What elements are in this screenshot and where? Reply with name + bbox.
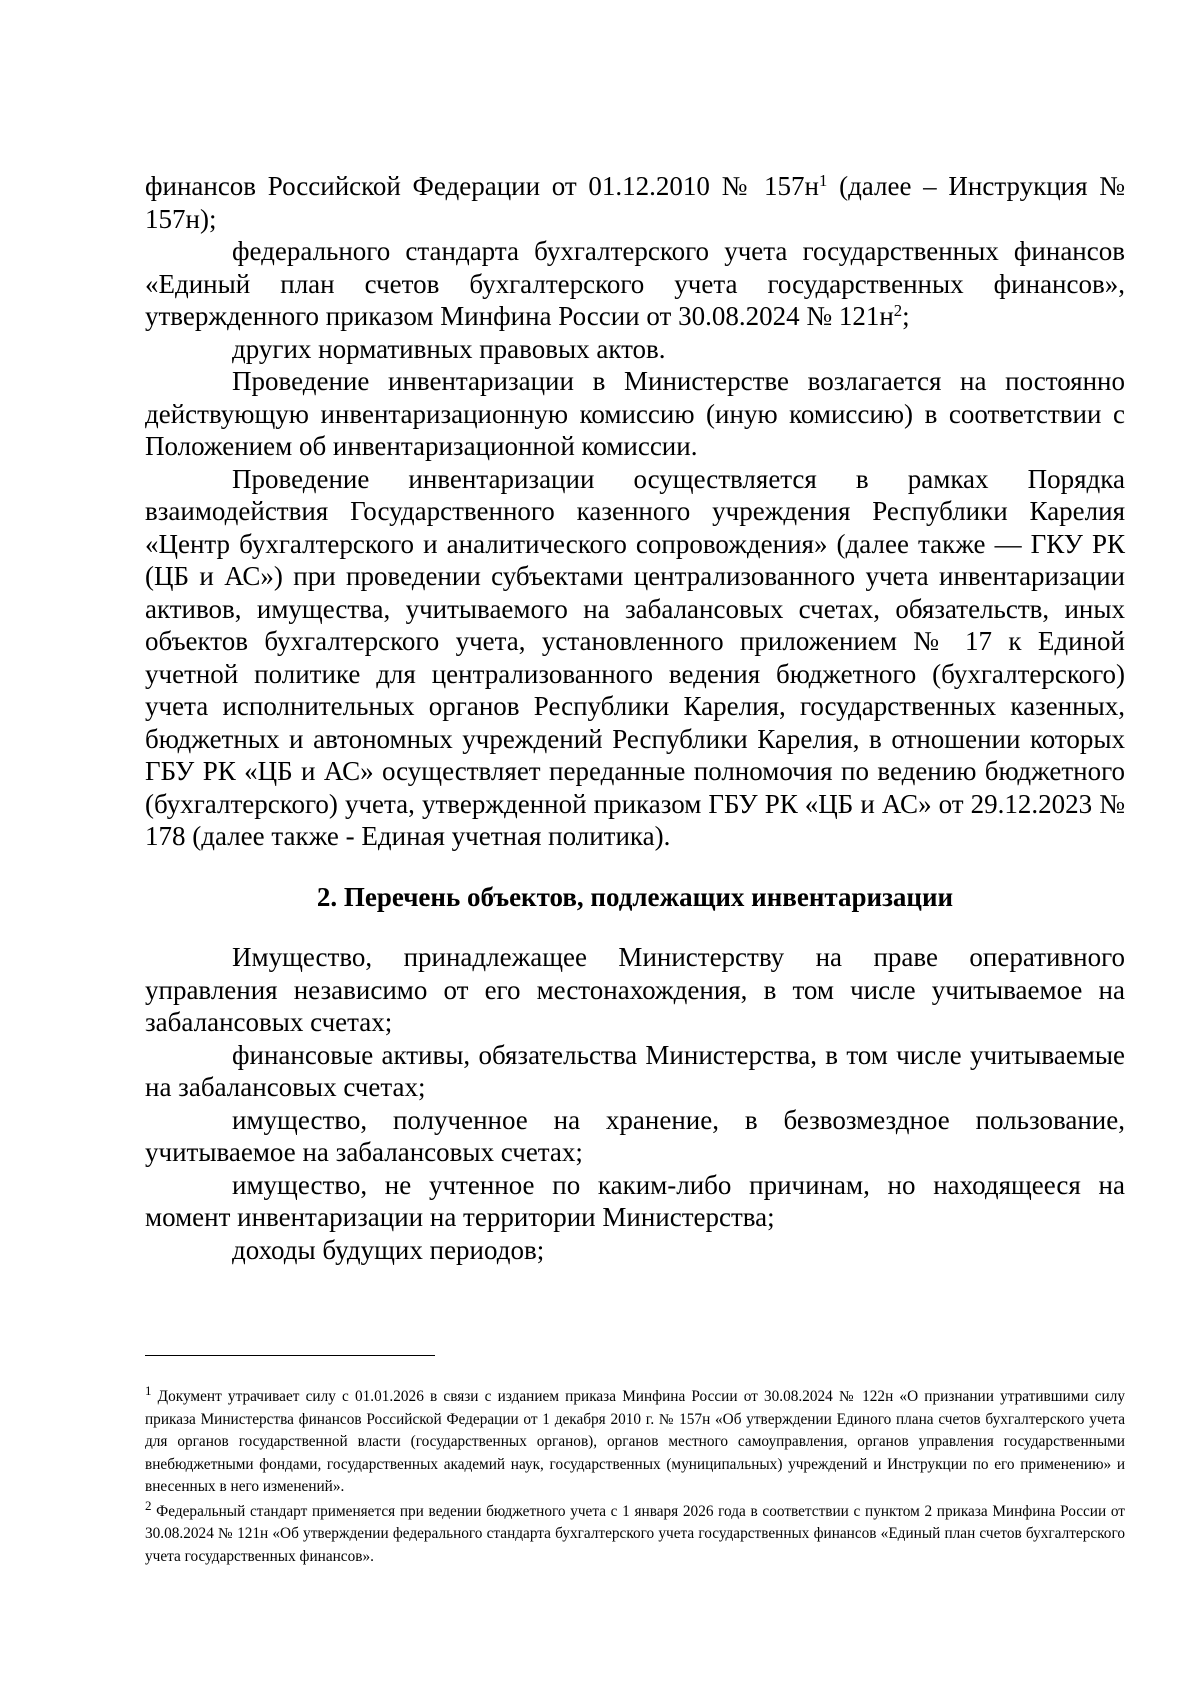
footnote-text: Федеральный стандарт применяется при ведении бюджетного учета с 1 января 2026 года в соответствии с пунктом 2 приказа Минфина России от 30.08.2024 № 121н «Об утверждении федерального стандарта бухгалтерского учета государственных финансов «Единый план счетов бухгалтерского учета государственных финансов».	[145, 1502, 1125, 1565]
footnote-ref-1: 1	[819, 170, 828, 190]
footnote-separator	[145, 1355, 435, 1356]
list-item: доходы будущих периодов;	[232, 1234, 545, 1265]
paragraph-text: ;	[902, 301, 910, 331]
paragraph-other-acts: других нормативных правовых актов.	[232, 333, 666, 364]
paragraph-procedure: Проведение инвентаризации осуществляется в рамках Порядка взаимодействия Государственного казенного учреждения Республики Карелия «Центр бухгалтерского и аналитического сопровождения» (далее также — ГКУ РК (ЦБ и АС») при проведении субъектами централизованного учета инвентаризации активов, имущества, учитываемого на забалансовых счетах, обязательств, иных объектов бухгалтерского учета, установленного приложением № 17 к Единой учетной политике для централизованного ведения бюджетного (бухгалтерского) учета исполнительных органов Республики Карелия, государственных казенных, бюджетных и автономных учреждений Республики Карелия, в отношении которых ГБУ РК «ЦБ и АС» осуществляет переданные полномочия по ведению бюджетного (бухгалтерского) учета, утвержденной приказом ГБУ РК «ЦБ и АС» от 29.12.2023 № 178 (далее также - Единая учетная политика).	[145, 463, 1125, 851]
footnotes	[145, 1383, 1125, 1570]
footnote-text: Документ утрачивает силу с 01.01.2026 в связи с изданием приказа Минфина России от 30.08.2024 № 122н «О признании утратившими силу приказа Министерства финансов Российской Федерации от 1 декабря 2010 г. № 157н «Об утверждении Единого плана счетов бухгалтерского учета для органов государственной власти (государственных органов), органов местного самоуправления, органов управления государственными внебюджетными фондами, государственных академий наук, государственных (муниципальных) учреждений и Инструкции по его применению» и внесенных в него изменений».	[145, 1388, 1125, 1495]
footnote-ref-2: 2	[893, 300, 903, 320]
document-body	[145, 170, 1125, 1266]
list-item: имущество, не учтенное по каким-либо причинам, но находящееся на момент инвентаризации на территории Министерства;	[145, 1169, 1125, 1232]
list-item: Имущество, принадлежащее Министерству на праве оперативного управления независимо от его местонахождения, в том числе учитываемое на забалансовых счетах;	[145, 942, 1125, 1037]
footnote-2	[145, 1497, 1125, 1569]
paragraph-federal-standard	[145, 235, 1125, 333]
paragraph-instruction-157n	[145, 170, 1125, 235]
list-item: имущество, полученное на хранение, в безвозмездное пользование, учитываемое на забалансовых счетах;	[145, 1104, 1125, 1167]
paragraph-commission: Проведение инвентаризации в Министерстве возлагается на постоянно действующую инвентаризационную комиссию (иную комиссию) в соответствии с Положением об инвентаризационной комиссии.	[145, 366, 1125, 461]
paragraph-text: федерального стандарта бухгалтерского учета государственных финансов «Единый план счетов бухгалтерского учета государственных финансов», утвержденного приказом Минфина России от 30.08.2024 № 121н	[145, 236, 1125, 331]
paragraph-text: финансов Российской Федерации от 01.12.2010 № 157н	[145, 171, 819, 201]
footnote-mark: 2	[145, 1497, 152, 1513]
paragraph-text: (далее – Инструкция № 157н);	[145, 171, 1125, 234]
section-heading: 2. Перечень объектов, подлежащих инвентаризации	[316, 881, 954, 912]
list-item: финансовые активы, обязательства Министерства, в том числе учитываемые на забалансовых счетах;	[145, 1039, 1125, 1102]
footnote-1	[145, 1383, 1125, 1499]
footnote-mark: 1	[145, 1383, 152, 1399]
